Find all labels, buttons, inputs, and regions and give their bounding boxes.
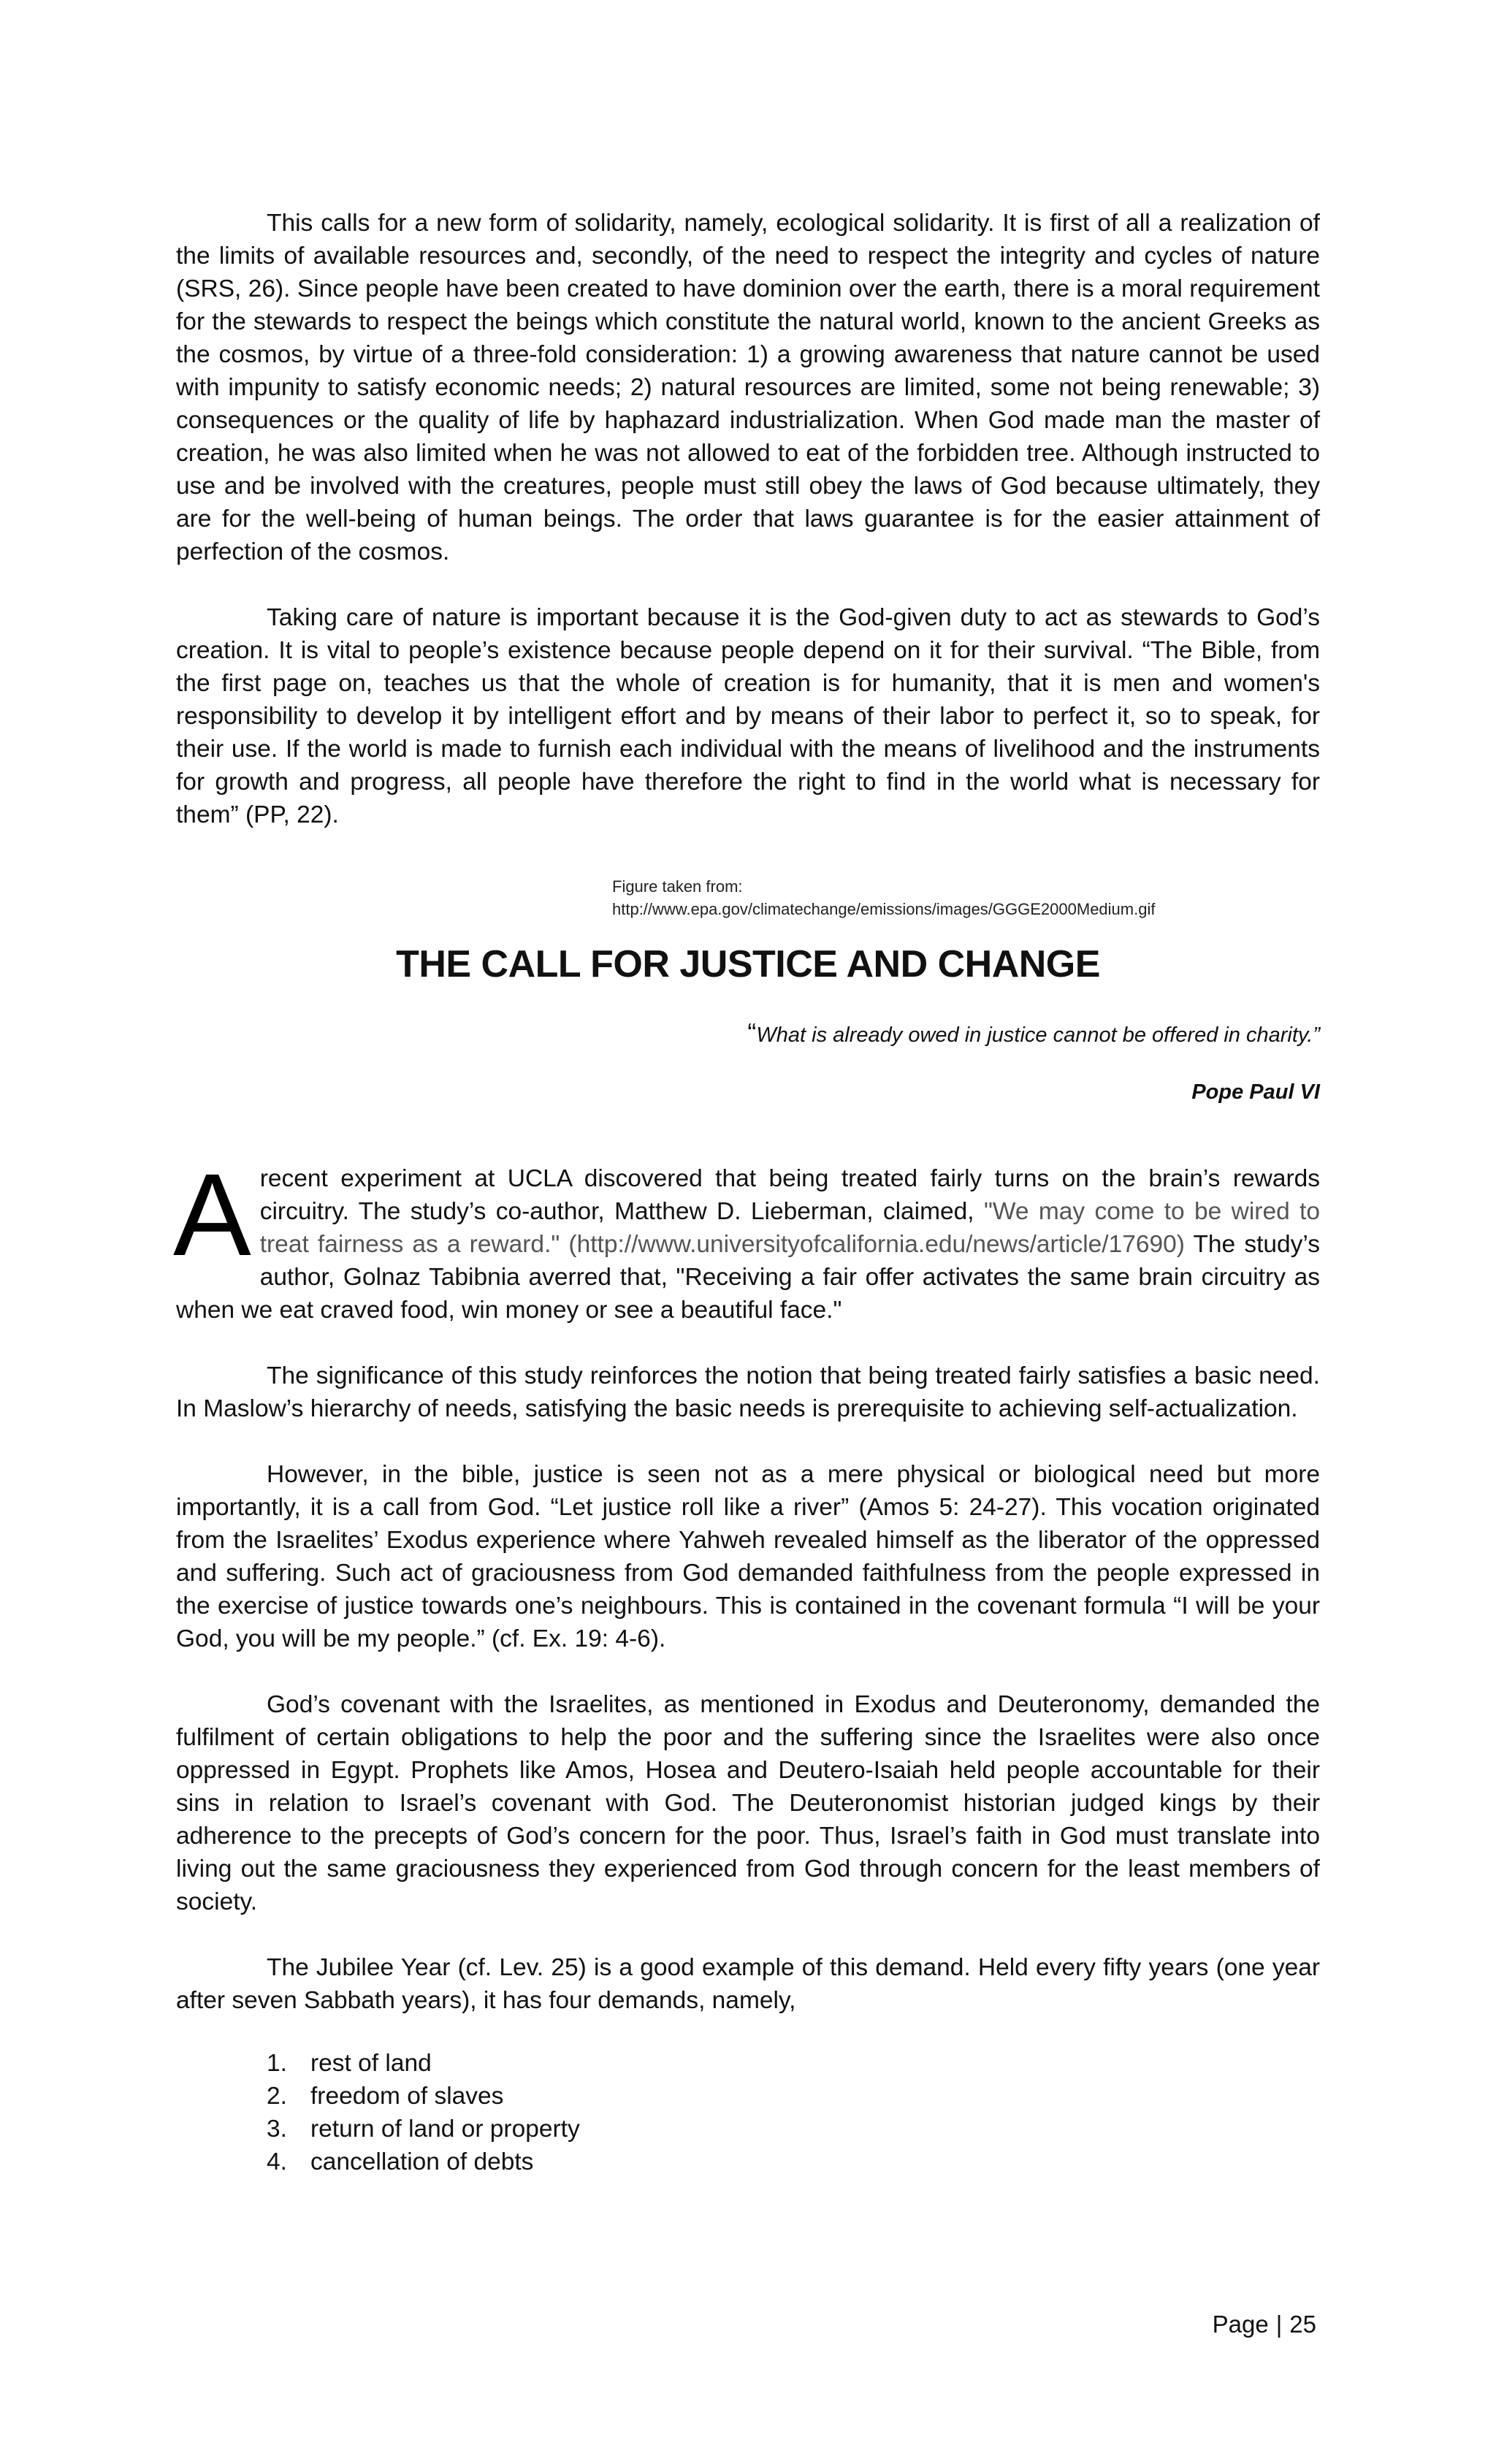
paragraph-stewardship: Taking care of nature is important because it is the God-given duty to act as stewards to God’s creation. It is vital to people’s existence because people depend on it for their survival. “The Bible, from the first page on, teaches us that the whole of creation is for humanity, that it is men and women's responsibility to develop it by intelligent effort and by means of their labor to perfect it, so to speak, for their use. If the world is made to furnish each individual with the means of livelihood and the instruments for growth and progress, all people have therefore the right to find in the world what is necessary for them” (PP, 22). xyxy=(176,604,1320,828)
paragraph-covenant: God’s covenant with the Israelites, as mentioned in Exodus and Deuteronomy, demanded the fulfilment of certain obligations to help the poor and the suffering since the Israelites were also once oppressed in Egypt. Prophets like Amos, Hosea and Deutero-Isaiah held people accountable for their sins in relation to Israel’s covenant with God. The Deuteronomist historian judged kings by their adherence to the precepts of God’s concern for the poor. Thus, Israel’s faith in God must translate into living out the same graciousness they experienced from God through concern for the least members of society. xyxy=(176,1691,1320,1915)
list-item-number: 2. xyxy=(267,2083,287,2110)
figure-caption xyxy=(176,875,1320,920)
page-label: Page xyxy=(1212,2311,1269,2338)
paragraph-ecological-solidarity: This calls for a new form of solidarity, namely, ecological solidarity. It is first of all a realization of the limits of available resources and, secondly, of the need to respect the integrity and cycles of nature (SRS, 26). Since people have been created to have dominion over the earth, there is a moral requirement for the stewards to respect the beings which constitute the natural world, known to the ancient Greeks as the cosmos, by virtue of a three-fold consideration: 1) a growing awareness that nature cannot be used with impunity to satisfy economic needs; 2) natural resources are limited, some not being renewable; 3) consequences or the quality of life by haphazard industrialization. When God made man the master of creation, he was also limited when he was not allowed to eat of the forbidden tree. Although instructed to use and be involved with the creatures, people must still obey the laws of God because ultimately, they are for the well-being of human beings. The order that laws guarantee is for the easier attainment of perfection of the cosmos. xyxy=(176,210,1320,565)
page-number: 25 xyxy=(1289,2311,1316,2338)
page-content xyxy=(173,207,1320,2178)
epigraph-quote xyxy=(176,1018,1320,1050)
ucla-text-part2: The study’s author, Golnaz Tabibnia averred that, "Receiving a fair offer activates the same brain circuitry as when we eat craved food, win money or see a beautiful face." xyxy=(176,1231,1320,1324)
drop-cap-letter: A xyxy=(173,1149,251,1280)
list-item xyxy=(267,2113,1320,2145)
list-item-text: rest of land xyxy=(310,2050,432,2077)
list-item-text: freedom of slaves xyxy=(310,2083,504,2110)
paragraph-jubilee-year: The Jubilee Year (cf. Lev. 25) is a good example of this demand. Held every fifty years (one year after seven Sabbath years), it has four demands, namely, xyxy=(176,1954,1320,2014)
quote-attribution: Pope Paul VI xyxy=(1191,1080,1320,1104)
page-footer xyxy=(1213,2310,1316,2339)
ucla-quoted-citation: "We may come to be wired to treat fairness as a reward." (http://www.universityofcalifornia.edu/news/article/17690) xyxy=(259,1198,1320,1258)
paragraph-maslow: The significance of this study reinforces the notion that being treated fairly satisfies a basic need. In Maslow’s hierarchy of needs, satisfying the basic needs is prerequisite to achieving self-actualization. xyxy=(176,1362,1320,1422)
jubilee-demands-list xyxy=(267,2047,1320,2178)
quote-open-mark: “ xyxy=(747,1018,757,1048)
quote-text: What is already owed in justice cannot be offered in charity.” xyxy=(756,1023,1320,1047)
list-item-number: 3. xyxy=(267,2116,287,2143)
section-title: THE CALL FOR JUSTICE AND CHANGE xyxy=(396,943,1100,985)
page-separator: | xyxy=(1275,2311,1283,2338)
list-item-number: 4. xyxy=(267,2148,287,2175)
figure-caption-url: http://www.epa.gov/climatechange/emissions/images/GGGE2000Medium.gif xyxy=(612,900,1156,918)
figure-caption-label: Figure taken from: xyxy=(612,877,743,896)
list-item-text: cancellation of debts xyxy=(310,2148,534,2175)
ucla-text-part1: recent experiment at UCLA discovered that being treated fairly turns on the brain’s rewards circuitry. The study’s co-author, Matthew D. Lieberman, claimed, xyxy=(259,1165,1320,1225)
list-item xyxy=(267,2145,1320,2178)
paragraph-ucla-experiment xyxy=(173,1149,1320,1327)
list-item xyxy=(267,2047,1320,2080)
list-item-number: 1. xyxy=(267,2050,287,2077)
list-item xyxy=(267,2080,1320,2113)
paragraph-biblical-justice: However, in the bible, justice is seen not as a mere physical or biological need but more importantly, it is a call from God. “Let justice roll like a river” (Amos 5: 24-27). This vocation originated from the Israelites’ Exodus experience where Yahweh revealed himself as the liberator of the oppressed and suffering. Such act of graciousness from God demanded faithfulness from the people expressed in the exercise of justice towards one’s neighbours. This is contained in the covenant formula “I will be your God, you will be my people.” (cf. Ex. 19: 4-6). xyxy=(176,1461,1320,1652)
list-item-text: return of land or property xyxy=(310,2116,580,2143)
